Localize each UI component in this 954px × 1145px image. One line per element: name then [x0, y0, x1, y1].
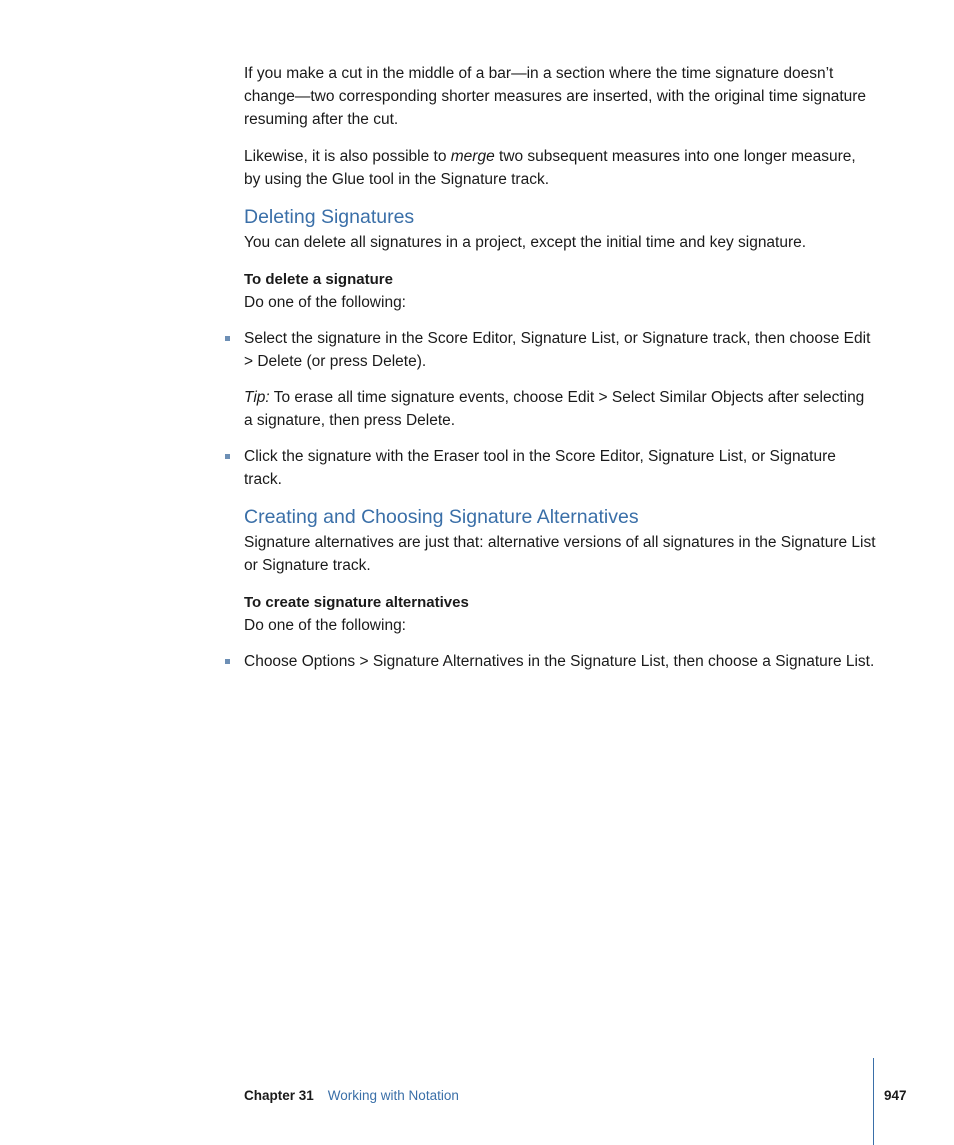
signature-alternatives-body: Signature alternatives are just that: alternative versions of all signatures in the Signature List or Signature track. — [244, 534, 876, 574]
intro-paragraph-1: If you make a cut in the middle of a bar—in a section where the time signature doesn’t change—two corresponding shorter measures are inserted, with the original time signature resuming after the cut. — [244, 65, 867, 128]
alternatives-bullet-1-text: Choose Options > Signature Alternatives in the Signature List, then choose a Signature List. — [244, 653, 875, 670]
footer-chapter-title: Working with Notation — [327, 1088, 459, 1103]
intro-paragraph-2-start: Likewise, it is also possible to — [244, 148, 451, 165]
merge-emphasis: merge — [450, 148, 495, 165]
footer-divider — [873, 1058, 874, 1145]
tip-text: To erase all time signature events, choose Edit > Select Similar Objects after selecting a signature, then press Delete. — [244, 389, 865, 429]
delete-task-intro: Do one of the following: — [244, 294, 406, 311]
bullet-square-icon — [225, 659, 230, 664]
alternatives-task-title: To create signature alternatives — [244, 594, 469, 611]
delete-bullet-1-text: Select the signature in the Score Editor, Signature List, or Signature track, then choose Edit > Delete (or press Delete). — [244, 330, 871, 370]
alternatives-bullet-1 — [244, 650, 876, 673]
intro-paragraph-2-end: two subsequent measures into one longer measure, by using the Glue tool in the Signature track. — [244, 148, 856, 188]
delete-task-title: To delete a signature — [244, 271, 393, 288]
intro-paragraph-2 — [244, 145, 876, 191]
page-number: 947 — [884, 1088, 907, 1103]
deleting-signatures-heading: Deleting Signatures — [244, 206, 415, 228]
delete-bullet-2-text: Click the signature with the Eraser tool in the Score Editor, Signature List, or Signature track. — [244, 448, 836, 488]
page-footer — [244, 1087, 459, 1105]
tip-label: Tip: — [244, 389, 270, 406]
delete-bullet-2 — [244, 445, 876, 491]
delete-bullet-1 — [244, 327, 876, 373]
signature-alternatives-heading: Creating and Choosing Signature Alternatives — [244, 506, 639, 528]
bullet-square-icon — [225, 454, 230, 459]
alternatives-task-intro: Do one of the following: — [244, 617, 406, 634]
footer-chapter-label: Chapter 31 — [244, 1088, 314, 1103]
tip-paragraph — [244, 386, 876, 432]
page-content — [244, 62, 876, 673]
deleting-signatures-body: You can delete all signatures in a project, except the initial time and key signature. — [244, 234, 807, 251]
bullet-square-icon — [225, 336, 230, 341]
